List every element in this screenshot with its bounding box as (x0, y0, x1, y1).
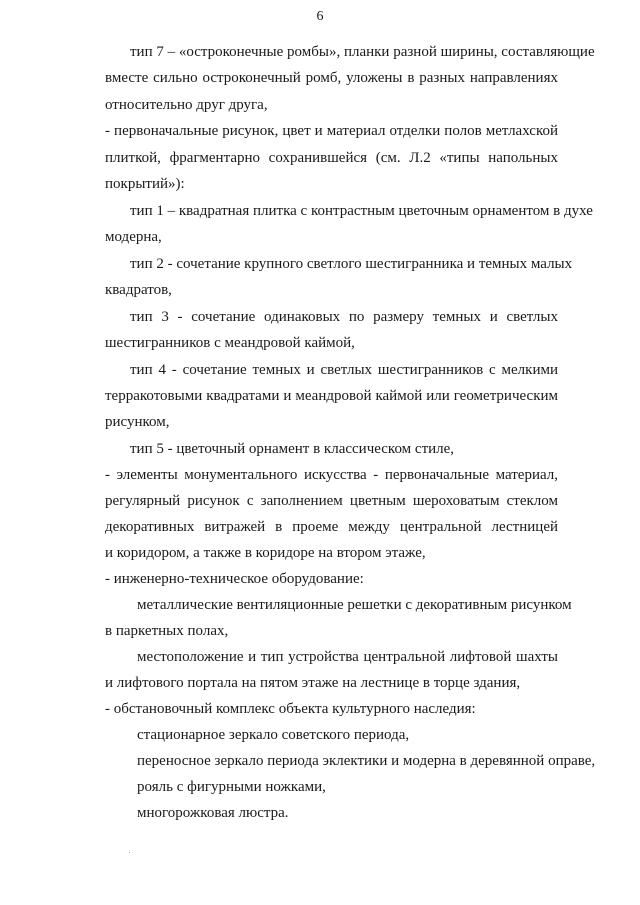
text-line: и коридором, а также в коридоре на втором этаже, (105, 545, 426, 561)
text-line: местоположение и тип устройства центральной лифтовой шахты (137, 649, 558, 665)
text-line: - элементы монументального искусства - первоначальные материал, (105, 467, 558, 483)
text-line: тип 7 – «остроконечные ромбы», планки разной ширины, составляющие (130, 44, 595, 60)
page-number: 6 (316, 9, 324, 24)
text-line: регулярный рисунок с заполнением цветным шероховатым стеклом (105, 493, 558, 509)
text-line: шестигранников с меандровой каймой, (105, 335, 355, 351)
text-line: переносное зеркало периода эклектики и модерна в деревянной оправе, (137, 753, 596, 769)
text-line: декоративных витражей в проеме между центральной лестницей (105, 519, 558, 535)
text-line: - обстановочный комплекс объекта культурного наследия: (105, 701, 476, 717)
text-line: рояль с фигурными ножками, (137, 779, 326, 795)
text-line: покрытий»): (105, 176, 185, 192)
text-line: в паркетных полах, (105, 623, 229, 639)
text-line: терракотовыми квадратами и меандровой каймой или геометрическим (105, 388, 558, 404)
text-line: - инженерно-техническое оборудование: (105, 571, 364, 587)
text-line: тип 3 - сочетание одинаковых по размеру темных и светлых (130, 309, 558, 325)
text-line: тип 4 - сочетание темных и светлых шестигранников с мелкими (130, 362, 558, 378)
text-line: плиткой, фрагментарно сохранившейся (см. Л.2 «типы напольных (105, 150, 558, 166)
text-line: тип 1 – квадратная плитка с контрастным цветочным орнаментом в духе (130, 203, 593, 219)
text-line: относительно друг друга, (105, 97, 268, 113)
text-line: многорожковая люстра. (137, 805, 289, 821)
text-line: металлические вентиляционные решетки с декоративным рисунком (137, 597, 572, 613)
text-line: модерна, (105, 229, 162, 245)
text-line: тип 2 - сочетание крупного светлого шестигранника и темных малых (130, 256, 573, 272)
text-line: стационарное зеркало советского периода, (137, 727, 410, 743)
text-line: тип 5 - цветочный орнамент в классическом стиле, (130, 441, 455, 457)
text-line: рисунком, (105, 414, 170, 430)
scan-speck (129, 852, 130, 853)
text-line: и лифтового портала на пятом этаже на лестнице в торце здания, (105, 675, 521, 691)
text-line: вместе сильно остроконечный ромб, уложены в разных направлениях (105, 70, 558, 86)
text-line: квадратов, (105, 282, 172, 298)
text-line: - первоначальные рисунок, цвет и материал отделки полов метлахской (105, 123, 558, 139)
